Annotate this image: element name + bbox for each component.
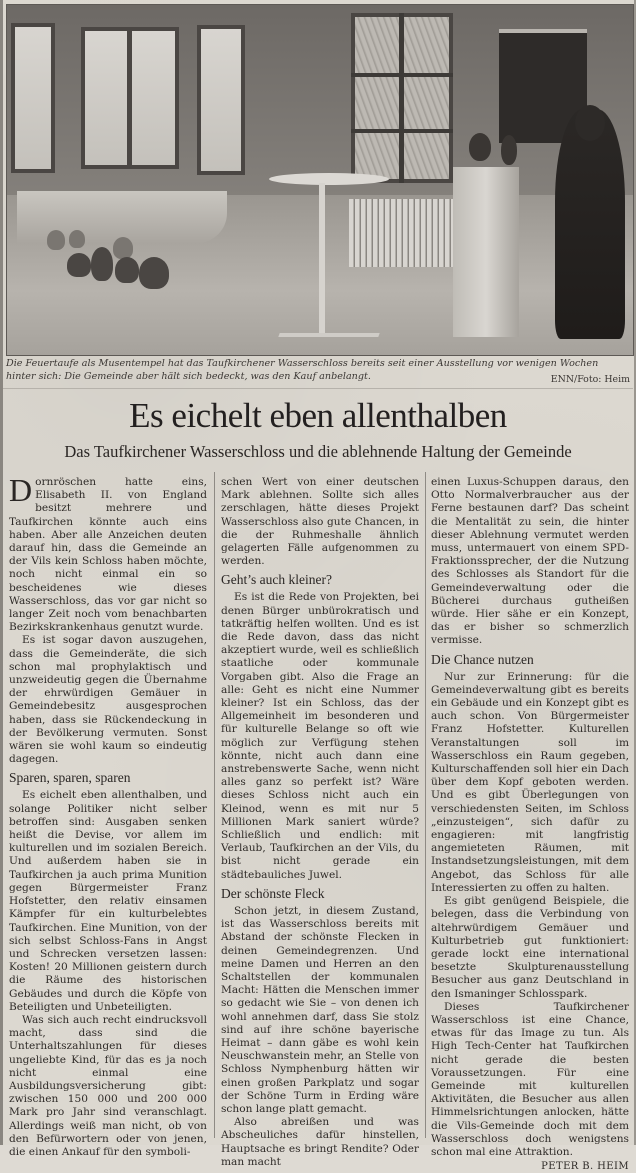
section-heading: Die Chance nutzen	[431, 651, 534, 667]
photo-window-cross-h1	[351, 73, 453, 77]
photo-head-sculpture	[469, 133, 491, 161]
photo-visitor-head	[575, 105, 605, 141]
photo-stone-sculpture	[91, 247, 113, 281]
photo-radiator	[349, 199, 453, 267]
photo-stone-sculpture	[115, 257, 139, 283]
paragraph: Nur zur Erinnerung: für die Gemeindeverwaltung gibt es bereits ein Gebäude und ein Konzept gibt es auch schon. Von Bürgermeister Franz Hofstetter. Kulturellen Veranstaltungen soll im Wasserschloss ein Raum gegeben, Kulturschaffenden soll hier ein Dach über dem Kopf geboten werden. Und es gibt Überlegungen von verschiedensten Seiten, im Schloss „einzusteigen“, sich dafür zu engagieren: mit langfristig angemieteten Räumen, mit Instandsetzungsleistungen, mit dem Angebot, das Schloss für alle Interessierten zu offen zu halten.	[431, 670, 629, 894]
photo-stone-sculpture	[47, 230, 65, 250]
article-column-3	[431, 476, 629, 1173]
subheadline: Das Taufkirchener Wasserschloss und die ablehnende Haltung der Gemeinde	[64, 442, 572, 461]
photo-credit: ENN/Foto: Heim	[550, 374, 630, 385]
photo-stone-sculpture	[113, 237, 133, 259]
paragraph: Was sich auch recht eindrucksvoll macht, dass sind die Unterhaltszahlungen für dieses ungeliebte Kind, für das es ja noch nicht einmal eine Ausbildungsversicherung gibt: zwischen 150 000 und 200 000 Mark pro Jahr sind veranschlagt. Allerdings weiß man nicht, ob von den Befürwortern oder von jenen, die einen Ankauf für den symboli-	[9, 1013, 207, 1158]
paragraph	[9, 472, 207, 634]
paragraph: einen Luxus-Schuppen daraus, den Otto Normalverbraucher aus der Ferne bestaunen darf? Das scheint die Mentalität zu sein, die hinter dieser Ablehnung vermutet werden muss, untermauert von einem SPD-Fraktionssprecher, der die Nutzung des Schlosses als Standort für die Gemeindeverwaltung oder die Bücherei durchaus gutheißen würde. Hier sähe er ein Konzept, das er bisher so schmerzlich vermisse.	[431, 476, 629, 647]
paragraph: Also abreißen und was Abscheuliches dafür hinstellen, Hauptsache es bringt Rendite? Oder man macht	[221, 1116, 419, 1168]
photo-round-table	[269, 173, 389, 185]
photo-stone-sculpture	[69, 230, 85, 248]
column-divider	[214, 472, 215, 1138]
paragraph-text: ornröschen hatte eins, Elisabeth II. von England besitzt mehrere und Taufkirchen könnte auch eins haben. Aber alle Anzeichen deuten darauf hin, dass die Gemeinde an der Vils kein Schloss haben möchte, noch nicht einmal ein so bescheidenes wie dieses Wasserschloss, das vor gar nicht so langer Zeit noch vom benachbarten Bezirkskrankenhaus genutzt wurde.	[9, 476, 207, 634]
photo-visitor-silhouette	[555, 109, 625, 339]
column-divider	[425, 472, 426, 1138]
photo-window-cross-v	[399, 13, 404, 183]
author-byline: PETER B. HEIM	[541, 1161, 629, 1173]
photo-stone-sculpture	[139, 257, 169, 289]
article-column-2	[221, 476, 419, 1169]
photo-window-door	[197, 25, 245, 175]
article-column-1	[9, 472, 207, 1159]
paragraph: Es eichelt eben allenthalben, und solange Politiker nicht selber betroffen sind: Ausgaben senken heißt die Devise, vor allem im kulturellen und im sozialen Bereich. Und außerdem haben sie in Taufkirchen ja auch prima Munition gegen Bürgermeister Franz Hofstetter, den relativ einsamen Kämpfer für ein kulturbelebtes Taufkirchen. Eine Munition, von der sich selbst Schloss-Fans in Angst und Schrecken versetzen lassen: Kosten! 20 Millionen geistern durch die Räume des historischen Gebäudes und durch die Köpfe von Beteiligten und Unbeteiligten.	[9, 789, 207, 1013]
paragraph: Dieses Taufkirchener Wasserschloss ist eine Chance, etwas für das Image zu tun. Als High Tech-Center hat Taufkirchen nicht gerade die besten Voraussetzungen. Für eine Gemeinde mit kulturellen Aktivitäten, die Besucher aus allen Himmelsrichtungen anlocken, hätte die Vils-Gemeinde doch mit dem Wasserschloss doch wenigstens schon mal eine Attraktion.	[431, 1000, 629, 1158]
photo-window-mullion	[127, 27, 132, 169]
paragraph: Es ist sogar davon auszugehen, dass die Gemeinderäte, die sich schon mal prophylaktisch und unzweideutig gegen die Übernahme der ehrwürdigen Gemäuer in Gemeindebesitz ausgesprochen haben, dass sie Rückendeckung in der Bevölkerung vermuten. Sonst wären sie wohl kaum so eindeutig dagegen.	[9, 634, 207, 766]
photo-table-foot	[278, 333, 379, 337]
clipping-edge-left	[0, 0, 3, 1145]
paragraph: schen Wert von einer deutschen Mark ablehnen. Sollte sich alles zerschlagen, hätte dieses Projekt Wasserschloss also gute Chancen, in die der Ruhmeshalle ähnlich gelagerten Fälle aufgenommen zu werden.	[221, 476, 419, 568]
photo-caption: Die Feuertaufe als Musentempel hat das Taufkirchener Wasserschloss bereits seit einer Ausstellung vor wenigen Wochen hinter sich: Die Gemeinde aber hält sich bedeckt, was den Kauf anbelangt.	[6, 358, 599, 382]
photo-table-leg	[319, 183, 325, 333]
section-heading: Der schönste Fleck	[221, 885, 325, 901]
photo-window-cross-h2	[351, 129, 453, 133]
headline: Es eichelt eben allenthalben	[129, 396, 507, 435]
section-heading: Geht’s auch kleiner?	[221, 572, 332, 588]
paragraph: Es gibt genügend Beispiele, die belegen, dass die Verbindung von altehrwürdigem Gemäuer und Kulturbetrieb gut funktioniert: gerade lockt eine international besetzte Skulpturenausstellung Besucher aus ganz Deutschland in den Ismaninger Schlosspark.	[431, 895, 629, 1000]
divider	[3, 388, 633, 389]
photo-stone-sculpture	[67, 253, 91, 277]
drop-cap: D	[9, 472, 33, 508]
paragraph: Es ist die Rede von Projekten, bei denen Bürger unbürokratisch und tatkräftig helfen wollten. Und es ist die Rede davon, dass das nicht akzeptiert wurde, weil es schließlich staatliche oder kommunale Vorgaben gibt. Also die Frage an alle: Geht es nicht eine Nummer kleiner? Ist ein Schloss, das der Allgemeinheit im besonderen und für kulturelle Belange so oft wie möglich zur Verfügung stehen könnte, nicht auch dann eine anstrebenswerte Sache, wenn nicht alles ganz so perfekt ist? Wäre dieses Schloss nicht auch ein Kleinod, wenn es mit nur 5 Millionen Mark saniert würde? Schließlich und endlich: mit Verlaub, Taufkirchen an der Vils, du bist nicht gerade ein städtebauliches Juwel.	[221, 591, 419, 881]
paragraph: Schon jetzt, in diesem Zustand, ist das Wasserschloss bereits mit Abstand der schönste Flecken in deinen Gemeindegrenzen. Und meine Damen und Herren an den Schaltstellen der kommunalen Macht: Hätten die Menschen immer so gedacht wie Sie – von denen ich wohl annehmen darf, dass Sie stolz sind auf ihre schöne bayerische Heimat – dann gäbe es wohl kein Neuschwanstein mehr, an Stelle von Schloss Nymphenburg hätten wir einen großen Parkplatz und sogar der Schöne Turm in Erding wäre schon lange platt gemacht.	[221, 904, 419, 1115]
photo-pedestal	[453, 167, 519, 337]
section-heading: Sparen, sparen, sparen	[9, 770, 131, 786]
photo-window-left	[11, 23, 55, 173]
photo-head-sculpture	[501, 135, 517, 165]
article-photo	[6, 4, 634, 356]
